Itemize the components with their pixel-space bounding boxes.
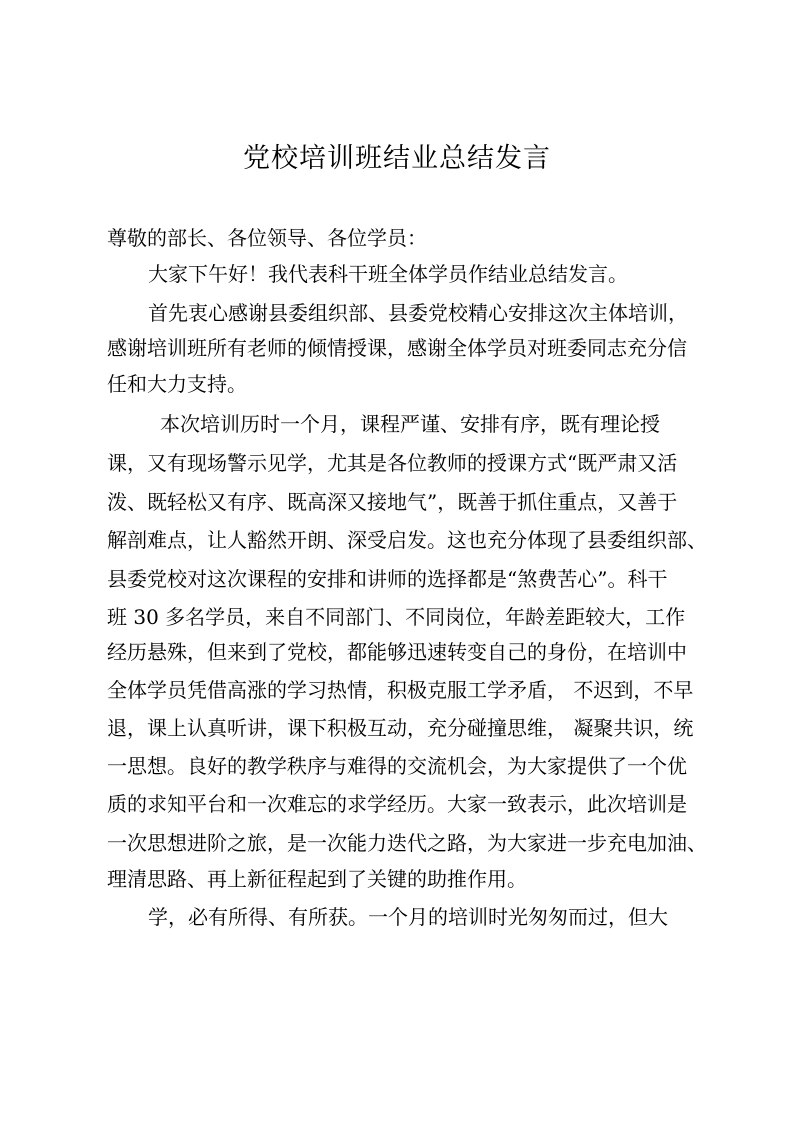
- paragraph-line: 班 30 多名学员，来自不同部门、不同岗位，年龄差距较大，工作: [107, 605, 686, 629]
- paragraph-line: 一次思想进阶之旅，是一次能力迭代之路，为大家进一步充电加油、: [107, 831, 707, 855]
- paragraph-line: 全体学员凭借高涨的学习热情，积极克服工学矛盾， 不迟到，不早: [107, 678, 694, 702]
- paragraph-line: 退，课上认真听讲，课下积极互动，充分碰撞思维， 凝聚共识，统: [107, 716, 694, 740]
- paragraph-line: 解剖难点，让人豁然开朗、深受启发。这也充分体现了县委组织部、: [107, 528, 707, 552]
- paragraph-line: 理清思路、再上新征程起到了关键的助推作用。: [107, 867, 527, 891]
- paragraph-line: 泼、既轻松又有序、既高深又接地气”，既善于抓住重点，又善于: [107, 490, 678, 514]
- salutation: 尊敬的部长、各位领导、各位学员：: [107, 226, 427, 250]
- paragraph-line: 课，又有现场警示见学，尤其是各位教师的授课方式“既严肃又活: [107, 451, 678, 475]
- paragraph-line: 经历悬殊，但来到了党校，都能够迅速转变自己的身份，在培训中: [107, 640, 687, 664]
- paragraph-line: 一思想。良好的教学秩序与难得的交流机会，为大家提供了一个优: [107, 754, 687, 778]
- paragraph-line: 首先衷心感谢县委组织部、县委党校精心安排这次主体培训，: [148, 301, 688, 325]
- paragraph-line: 本次培训历时一个月，课程严谨、安排有序，既有理论授: [160, 412, 660, 436]
- document-title: 党校培训班结业总结发言: [243, 143, 551, 174]
- paragraph-line: 学，必有所得、有所获。一个月的培训时光匆匆而过，但大: [148, 905, 668, 929]
- paragraph-line: 质的求知平台和一次难忘的求学经历。大家一致表示，此次培训是: [107, 792, 687, 816]
- paragraph-line: 感谢培训班所有老师的倾情授课，感谢全体学员对班委同志充分信: [107, 336, 687, 360]
- paragraph-line: 任和大力支持。: [107, 372, 247, 396]
- paragraph-line: 县委党校对这次课程的安排和讲师的选择都是“煞费苦心”。科干: [107, 567, 668, 591]
- paragraph-line: 大家下午好！我代表科干班全体学员作结业总结发言。: [148, 262, 628, 286]
